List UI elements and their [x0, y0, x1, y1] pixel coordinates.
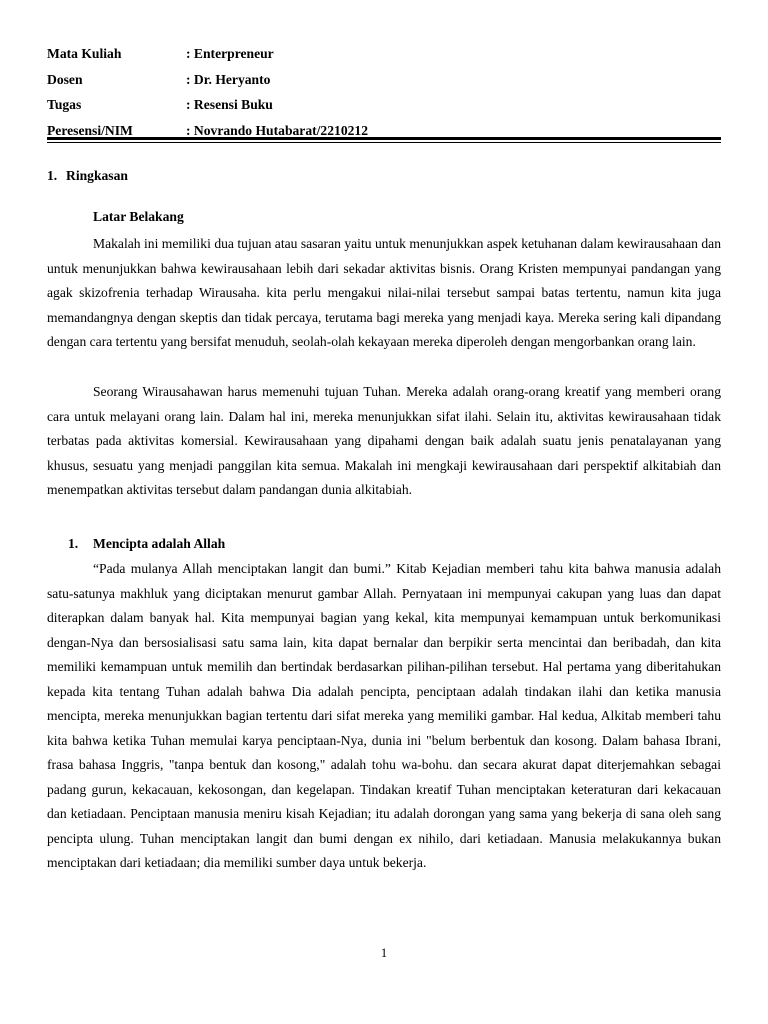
- paragraph-background-2: [47, 380, 721, 503]
- header-value: : Enterpreneur: [186, 46, 274, 61]
- section-title: Ringkasan: [66, 168, 128, 183]
- numbered-heading-title: Mencipta adalah Allah: [93, 536, 226, 551]
- section-number: 1.: [47, 168, 58, 183]
- course-info-header: [47, 41, 721, 143]
- numbered-heading-number: 1.: [68, 536, 79, 551]
- section-heading: [47, 166, 128, 186]
- paragraph-text: Makalah ini memiliki dua tujuan atau sasaran yaitu untuk menunjukkan aspek ketuhanan dalam kewirausahaan dan untuk menunjukkan bahwa kewirausahaan lebih dari sekadar aktivitas bisnis. Orang Kristen mempunyai pandangan yang agak skizofrenia terhadap Wirausaha. kita perlu mengakui nilai-nilai tersebut sampai batas tertentu, namun kita juga memandangnya dengan skeptis dan tidak percaya, terutama bagi mereka yang menjadi kaya. Mereka sering kali dipandang dengan cara tertentu yang bersifat menuduh, seolah-olah kekayaan mereka diperoleh dengan mengorbankan orang lain.: [47, 236, 721, 349]
- header-label: Tugas: [47, 97, 82, 112]
- subheading: Latar Belakang: [93, 209, 184, 224]
- header-value: : Novrando Hutabarat/2210212: [186, 122, 369, 138]
- paragraph-text: Seorang Wirausahawan harus memenuhi tujuan Tuhan. Mereka adalah orang-orang kreatif yang memberi orang cara untuk melayani orang lain. Dalam hal ini, mereka menunjukkan sifat ilahi. Selain itu, aktivitas kewirausahaan tidak terbatas pada aktivitas komersial. Kewirausahaan yang dipahami dengan baik adalah suatu jenis penatalayanan yang khusus, sesuatu yang menjadi panggilan kita semua. Makalah ini mengkaji kewirausahaan dari perspektif alkitabiah dan menempatkan aktivitas tersebut dalam pandangan dunia alkitabiah.: [47, 384, 721, 497]
- header-divider-thick: [47, 137, 721, 140]
- header-label: Peresensi/NIM: [47, 122, 133, 138]
- header-row-lecturer: [47, 67, 721, 93]
- paragraph-text: “Pada mulanya Allah menciptakan langit dan bumi.” Kitab Kejadian memberi tahu kita bahwa manusia adalah satu-satunya makhluk yang diciptakan menurut gambar Allah. Pernyataan ini mempunyai cakupan yang luas dan dapat diterapkan dalam banyak hal. Kita mempunyai bagian yang kekal, kita mempunyai kemampuan untuk berkomunikasi dengan-Nya dan bersosialisasi satu sama lain, kita dapat bernalar dan berpikir serta mencintai dan beribadah, dan kita memiliki kemampuan untuk memilih dan bertindak berdasarkan pilihan-pilihan tersebut. Hal pertama yang diberitahukan kepada kita tentang Tuhan adalah bahwa Dia adalah pencipta, penciptaan adalah tindakan ilahi dan ketika manusia mencipta, mereka menunjukkan bagian tertentu dari sifat mereka yang memiliki gambar. Hal kedua, Alkitab memberi tahu kita bahwa ketika Tuhan memulai karya penciptaan-Nya, dunia ini "belum berbentuk dan kosong. Dalam bahasa Ibrani, frasa bahasa Inggris, "tanpa bentuk dan kosong," adalah tohu wa-bohu. dan secara akurat dapat diterjemahkan sebagai padang gurun, kekacauan, kekosongan, dan kegelapan. Tindakan kreatif Tuhan menciptakan keteraturan dari kekacauan dan ketiadaan. Penciptaan manusia meniru kisah Kejadian; itu adalah dorongan yang sama yang bekerja di sana oleh sang pencipta ulung. Tuhan menciptakan langit dan bumi dengan ex nihilo, dari ketiadaan. Manusia melakukannya bukan menciptakan dari ketiadaan; dia memiliki sumber daya untuk bekerja.: [47, 561, 721, 870]
- header-row-assignment: [47, 92, 721, 118]
- paragraph-background-1: [47, 232, 721, 355]
- header-divider-thin: [47, 142, 721, 143]
- header-label: Mata Kuliah: [47, 46, 122, 61]
- page-number: 1: [380, 946, 388, 960]
- header-label: Dosen: [47, 71, 83, 87]
- paragraph-creation: [47, 557, 721, 876]
- header-row-course: [47, 41, 721, 67]
- header-value: : Dr. Heryanto: [186, 71, 271, 87]
- header-value: : Resensi Buku: [186, 97, 273, 112]
- numbered-heading: [68, 534, 225, 554]
